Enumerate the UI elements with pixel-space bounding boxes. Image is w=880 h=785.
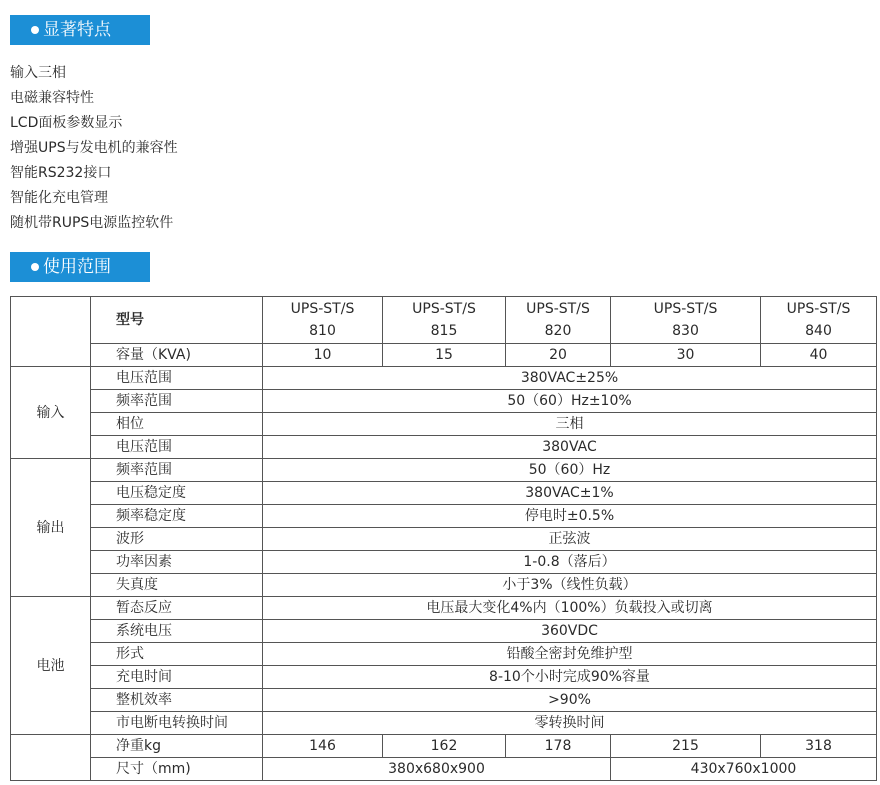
feature-item: 输入三相 [10,65,66,81]
feature-item: 随机带RUPS电源监控软件 [10,215,174,231]
feature-item: 增强UPS与发电机的兼容性 [10,140,178,156]
row-label: 形式 [91,643,263,666]
row-value: 50（60）Hz±10% [263,390,877,413]
row-value: 380VAC [263,436,877,459]
row-label: 系统电压 [91,620,263,643]
row-value: 电压最大变化4%内（100%）负载投入或切离 [263,597,877,620]
model-label: 型号 [91,297,263,344]
row-label: 容量（KVA) [91,344,263,367]
row-value: 停电时±0.5% [263,505,877,528]
feature-list [10,61,178,236]
row-label: 频率稳定度 [91,505,263,528]
row-value: 小于3%（线性负载） [263,574,877,597]
table-row [11,505,877,528]
model-name: UPS-ST/S [526,301,590,317]
row-label: 功率因素 [91,551,263,574]
row-label: 电压稳定度 [91,482,263,505]
bullet-dot-icon [31,26,39,34]
weight-value: 162 [383,735,506,758]
table-row [11,482,877,505]
table-row [11,436,877,459]
model-cell [761,297,877,344]
row-value: 三相 [263,413,877,436]
model-cell [611,297,761,344]
row-value: 380VAC±25% [263,367,877,390]
row-value: >90% [263,689,877,712]
row-label: 相位 [91,413,263,436]
table-row-weight [11,735,877,758]
table-row-model [11,297,877,344]
row-value: 零转换时间 [263,712,877,735]
section-title: 显著特点 [43,20,111,40]
row-label: 电压范围 [91,367,263,390]
row-label: 充电时间 [91,666,263,689]
table-row [11,597,877,620]
feature-item: LCD面板参数显示 [10,115,123,131]
model-name: UPS-ST/S [653,301,718,317]
section-header-features [10,15,150,45]
bullet-dot-icon [31,263,39,271]
table-cell-blank [11,758,91,781]
model-cell [263,297,383,344]
table-row [11,551,877,574]
capacity-value: 30 [611,344,761,367]
model-name: UPS-ST/S [412,301,476,317]
table-row [11,712,877,735]
row-value: 1-0.8（落后） [263,551,877,574]
weight-value: 146 [263,735,383,758]
model-cell [383,297,506,344]
row-value: 360VDC [263,620,877,643]
model-number: 820 [544,323,572,339]
table-row [11,620,877,643]
capacity-value: 40 [761,344,877,367]
spec-table [10,296,877,781]
row-label: 频率范围 [91,390,263,413]
row-label: 尺寸（mm) [91,758,263,781]
model-number: 840 [805,323,832,339]
table-row [11,643,877,666]
table-row [11,528,877,551]
table-row-size [11,758,877,781]
feature-item: 电磁兼容特性 [10,90,94,106]
weight-value: 318 [761,735,877,758]
row-label: 频率范围 [91,459,263,482]
model-number: 830 [672,323,699,339]
row-label: 波形 [91,528,263,551]
table-row [11,367,877,390]
table-cell-blank [11,297,91,344]
feature-item: 智能RS232接口 [10,165,112,181]
capacity-value: 10 [263,344,383,367]
group-label-input: 输入 [11,367,91,459]
row-value: 50（60）Hz [263,459,877,482]
row-value: 380VAC±1% [263,482,877,505]
group-label-output: 输出 [11,459,91,597]
size-value: 380x680x900 [263,758,611,781]
capacity-value: 20 [506,344,611,367]
row-label: 电压范围 [91,436,263,459]
weight-value: 215 [611,735,761,758]
row-label: 失真度 [91,574,263,597]
table-row-capacity [11,344,877,367]
table-row [11,390,877,413]
model-name: UPS-ST/S [290,301,355,317]
table-row [11,574,877,597]
group-label-battery: 电池 [11,597,91,735]
feature-item: 智能化充电管理 [10,190,108,206]
table-row [11,459,877,482]
model-cell [506,297,611,344]
model-number: 810 [309,323,336,339]
size-value: 430x760x1000 [611,758,877,781]
row-label: 整机效率 [91,689,263,712]
row-value: 铅酸全密封免维护型 [263,643,877,666]
table-row [11,413,877,436]
weight-value: 178 [506,735,611,758]
table-row [11,666,877,689]
table-cell-blank [11,735,91,758]
model-number: 815 [430,323,458,339]
row-value: 正弦波 [263,528,877,551]
row-label: 净重kg [91,735,263,758]
table-cell-blank [11,344,91,367]
model-name: UPS-ST/S [786,301,851,317]
section-header-scope [10,252,150,282]
row-value: 8-10个小时完成90%容量 [263,666,877,689]
row-label: 暂态反应 [91,597,263,620]
capacity-value: 15 [383,344,506,367]
row-label: 市电断电转换时间 [91,712,263,735]
section-title: 使用范围 [43,257,111,277]
table-row [11,689,877,712]
